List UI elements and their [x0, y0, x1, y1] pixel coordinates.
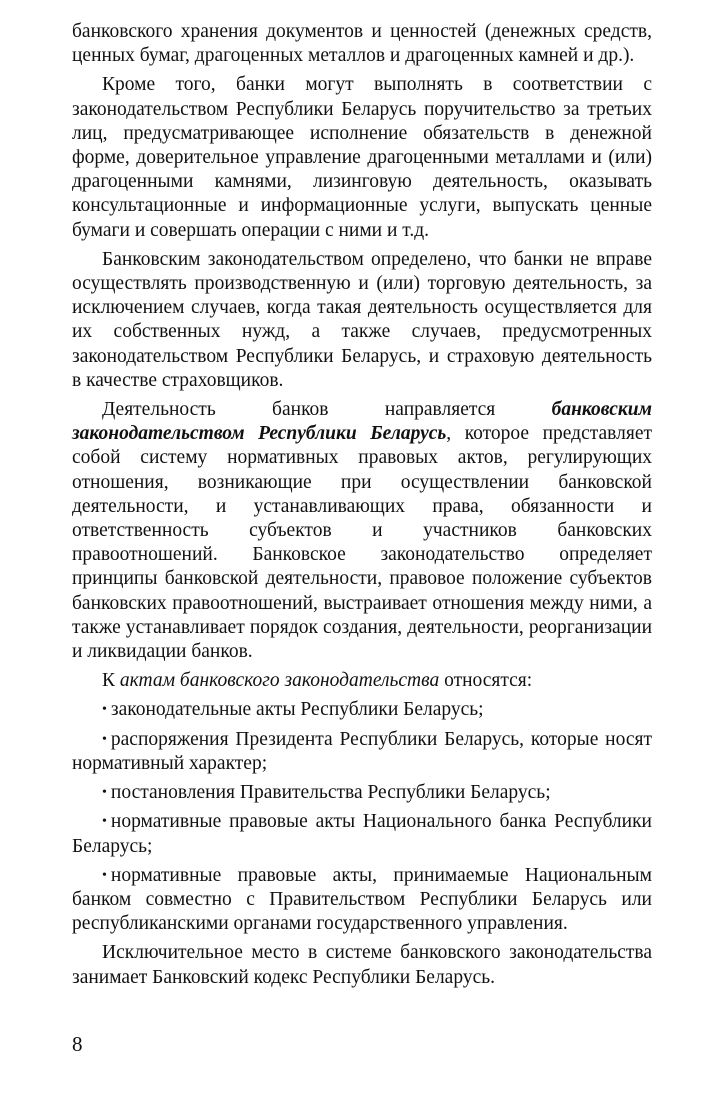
bullet-marker: •: [102, 731, 107, 747]
bullet-marker: •: [102, 867, 107, 883]
paragraph-4-rest: , которое представляет собой систему нормативных правовых актов, регулирующих отношения, возникающие при осуществлении банковской деятельности, и устанавливающих права, обязанности и ответственность субъектов и участников банковских правоотношений. Банковское законодательство определяет принципы банковской деятельности, правовое положение субъектов банковских правоотношений, выстраивает отношения между ними, а также устанавливает порядок создания, деятельности, реорганизации и ликвидации банков.: [72, 423, 652, 663]
bullet-marker: •: [102, 785, 107, 801]
paragraph-6: Исключительное место в системе банковского законодательства занимает Банковский кодекс Республики Беларусь.: [72, 942, 652, 988]
paragraph-3: Банковским законодательством определено, что банки не вправе осуществлять производственную и (или) торговую деятельность, за исключением случаев, когда такая деятельность осуществляется для их собственных нужд, а также случаев, предусмотренных законодательством Республики Беларусь, и страховую деятельность в качестве страховщиков.: [72, 248, 652, 391]
bullet-marker: •: [102, 814, 107, 830]
bullet-item: [72, 781, 652, 805]
bullet-text: нормативные правовые акты, принимаемые Национальным банком совместно с Правительством Республики Беларусь или республиканскими органами государственного управления.: [72, 864, 652, 935]
bullet-text: постановления Правительства Республики Беларусь;: [110, 782, 551, 804]
bullet-text: нормативные правовые акты Национального банка Республики Беларусь;: [72, 811, 652, 857]
paragraph-5-lead: К: [102, 670, 120, 692]
body-text: [72, 20, 652, 995]
bullet-item: [72, 698, 652, 722]
bullet-item: [72, 864, 652, 937]
paragraph-5: [72, 669, 652, 693]
paragraph-4: [72, 398, 652, 664]
paragraph-5-emphasis: актам банковского законодательства: [119, 670, 440, 692]
paragraph-4-emphasis: банковским законодательством Республики Беларусь: [72, 399, 652, 445]
paragraph-1: банковского хранения документов и ценностей (денежных средств, ценных бумаг, драгоценных металлов и драгоценных камней и др.).: [72, 21, 652, 67]
bullet-text: законодательные акты Республики Беларусь;: [110, 699, 484, 721]
paragraph-5-rest: относятся:: [439, 670, 533, 692]
bullet-item: [72, 728, 652, 776]
paragraph-4-lead: Деятельность банков направляется: [102, 399, 552, 421]
bullet-text: распоряжения Президента Республики Беларусь, которые носят нормативный характер;: [72, 728, 652, 774]
bullet-item: [72, 810, 652, 858]
page-number: 8: [72, 1032, 83, 1056]
bullet-marker: •: [102, 702, 107, 718]
paragraph-2: Кроме того, банки могут выполнять в соответствии с законодательством Республики Беларусь поручительство за третьих лиц, предусматривающее исполнение обязательств в денежной форме, доверительное управление драгоценными металлами и (или) драгоценными камнями, лизинговую деятельность, оказывать консультационные и информационные услуги, выпускать ценные бумаги и совершать операции с ними и т.д.: [72, 74, 652, 241]
